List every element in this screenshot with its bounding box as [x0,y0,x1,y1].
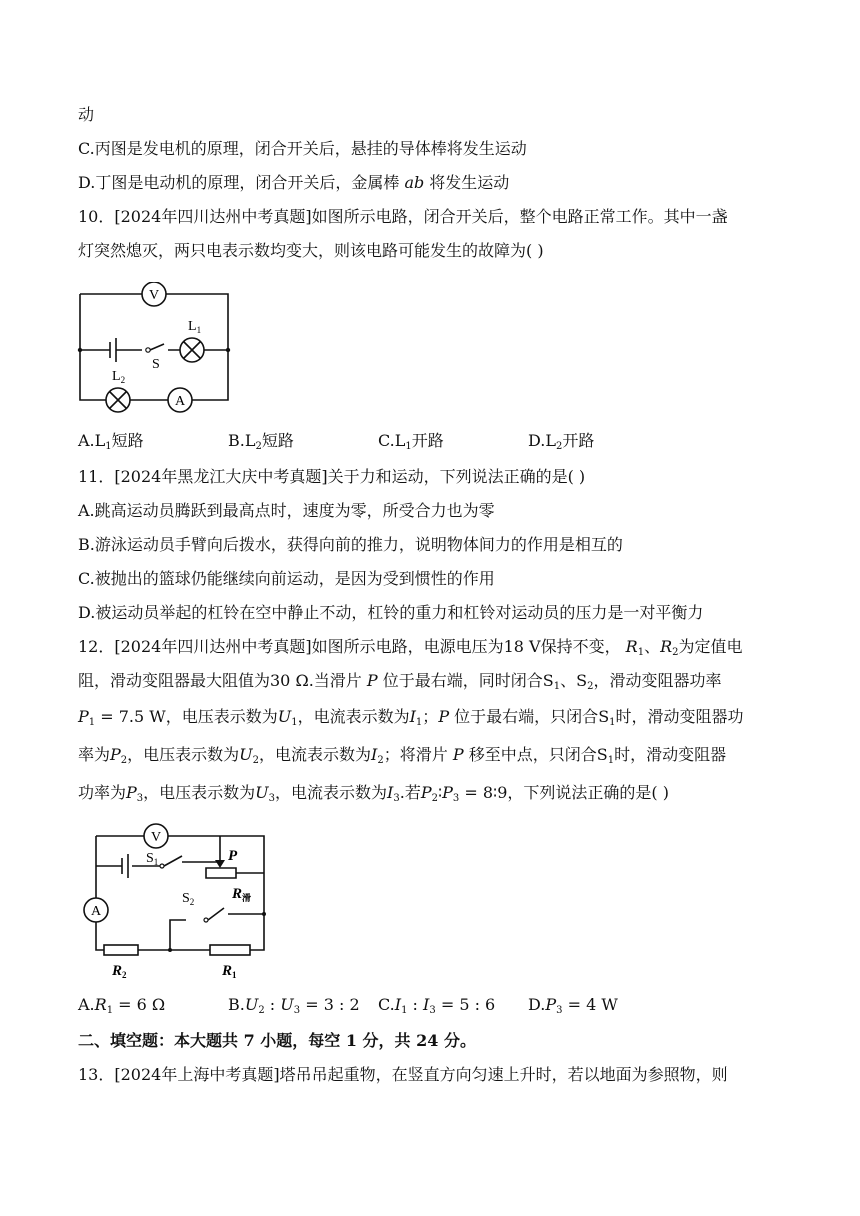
r1-label: $R_1$ [222,963,237,980]
text: ，电流表示数为 [297,707,410,726]
text: 时，滑动变阻器功 [615,707,744,726]
text: ，电流表示数为 [275,783,388,802]
text: ；将滑片 [383,745,448,764]
opt-letter: A. [78,995,95,1014]
r-letter: R [232,886,243,902]
text-line: 动 [78,105,95,124]
opt-text: 开路 [411,431,444,450]
text: 位于最右端，同时闭合 [382,671,543,690]
q11-option-a: A.跳高运动员腾跃到最高点时，速度为零，所受合力也为零 [78,501,495,520]
lamp1-letter: L [188,319,197,334]
opt-letter: C. [378,995,395,1014]
opt-text: 短路 [261,431,294,450]
text: 功率为 [78,783,127,802]
r2-letter: R [112,963,123,979]
text: D.丁图是电动机的原理，闭合开关后，金属棒 [78,173,405,192]
text: .若 [399,783,421,802]
q10-stem-1: 10．[2024年四川达州中考真题]如图所示电路，闭合开关后，整个电路正常工作。其中一盏 [78,207,728,226]
q11-option-c: C.被抛出的篮球仍能继续向前运动，是因为受到惯性的作用 [78,569,495,588]
q9-option-c: C.丙图是发电机的原理，闭合开关后，悬挂的导体棒将发生运动 [78,139,527,158]
q12-option-c: $C.I_1$ : $I_3 = 5$ : 6 [378,995,496,1016]
text: ，电压表示数为 [165,707,278,726]
r2-label: $R_2$ [112,963,127,980]
circuit-diagram-2 [78,822,274,982]
opt-text: = 5 : 6 [435,995,496,1014]
s2-letter: S [182,891,190,906]
s1-letter: S [146,851,154,866]
circuit-diagram-1 [76,282,236,418]
opt-letter: D. [528,431,546,450]
var: ab [404,173,425,192]
q10-option-d: $D.L_2$开路 [528,431,595,452]
voltmeter-label: V [148,288,160,303]
opt-text: = 4 W [562,995,618,1014]
text: 将发生运动 [424,173,510,192]
q10-option-c: $C.L_1$开路 [378,431,444,452]
rheostat-label [231,886,252,903]
text: 12．[2024年四川达州中考真题]如图所示电路，电源电压为18 V保持不变， [78,637,621,656]
text: 为定值电 [678,637,743,656]
text: ，电流表示数为 [259,745,372,764]
q10-option-a: $A.L_1$短路 [78,431,144,452]
q12-option-b: $B.U_2$ : $U_3 = 3$ : 2 [228,995,360,1016]
r-sub: 滑 [242,893,252,903]
q13-stem: 13．[2024年上海中考真题]塔吊吊起重物，在竖直方向匀速上升时，若以地面为参照物，则 [78,1065,728,1084]
switch-label: S [152,357,160,372]
q10-option-b: $B.L_2$短路 [228,431,294,452]
q12-stem-2: 阻，滑动变阻器最大阻值为30 Ω.当滑片 P 位于最右端，同时闭合$S_1$、$S_2$，滑动变阻器功率 [78,671,722,692]
section-heading: 二、填空题：本大题共 7 小题，每空 1 分，共 24 分。 [78,1031,476,1050]
opt-text: = 3 : 2 [300,995,360,1014]
opt-letter: B. [228,995,245,1014]
opt-text: 开路 [562,431,595,450]
q12-option-d: $D.P_3 = 4$ W [528,995,618,1016]
text: ，下列说法正确的是( ) [507,783,669,802]
r1-letter: R [222,963,233,979]
lamp2-label: $L_2$ [112,369,126,385]
lamp1-label: $L_1$ [188,319,202,335]
text: 时，滑动变阻器 [614,745,727,764]
opt-letter: A. [78,431,95,450]
q12-stem-3: $P_1 = 7.5$ W，电压表示数为$U_1$，电流表示数为$I_1$；P 位于最右端，只闭合$S_1$时，滑动变阻器功 [78,707,744,728]
q12-stem-4: 率为$P_2$，电压表示数为$U_2$，电流表示数为$I_2$；将滑片 P 移至中点，只闭合$S_1$时，滑动变阻器 [78,745,727,766]
opt-letter: B. [228,431,245,450]
text: ，电压表示数为 [143,783,256,802]
q11-option-d: D.被运动员举起的杠铃在空中静止不动，杠铃的重力和杠铃对运动员的压力是一对平衡力 [78,603,704,622]
q9-option-d [78,172,509,194]
text: 位于最右端，只闭合 [454,707,599,726]
text: 移至中点，只闭合 [468,745,597,764]
q12-stem-1: 12．[2024年四川达州中考真题]如图所示电路，电源电压为18 V保持不变， $R_1$、$R_2$为定值电 [78,637,743,658]
text: 阻，滑动变阻器最大阻值为30 Ω.当滑片 [78,671,362,690]
switch2-label: $S_2$ [182,891,195,907]
q12-option-a: $A.R_1 = 6$ Ω [78,995,166,1016]
text: 率为 [78,745,111,764]
opt-letter: D. [528,995,546,1014]
ammeter-label: A [174,394,186,409]
q11-option-b: B.游泳运动员手臂向后拨水，获得向前的推力，说明物体间力的作用是相互的 [78,535,623,554]
opt-text: 短路 [111,431,144,450]
text: ，滑动变阻器功率 [593,671,722,690]
q10-stem-2: 灯突然熄灭，两只电表示数均变大，则该电路可能发生的故障为( ) [78,241,544,260]
voltmeter-label: V [150,830,162,845]
opt-text: = 6 Ω [113,995,166,1014]
ammeter-label: A [90,904,102,919]
opt-letter: C. [378,431,395,450]
lamp2-letter: L [112,369,121,384]
q11-stem: 11．[2024年黑龙江大庆中考真题]关于力和运动，下列说法正确的是( ) [78,467,586,486]
slider-label: P [228,848,238,864]
text: ，电压表示数为 [127,745,240,764]
switch1-label: $S_1$ [146,851,159,867]
q12-stem-5: 功率为$P_3$，电压表示数为$U_3$，电流表示数为$I_3$.若$P_2∶P_3$ = 8∶9，下列说法正确的是( ) [78,783,669,804]
